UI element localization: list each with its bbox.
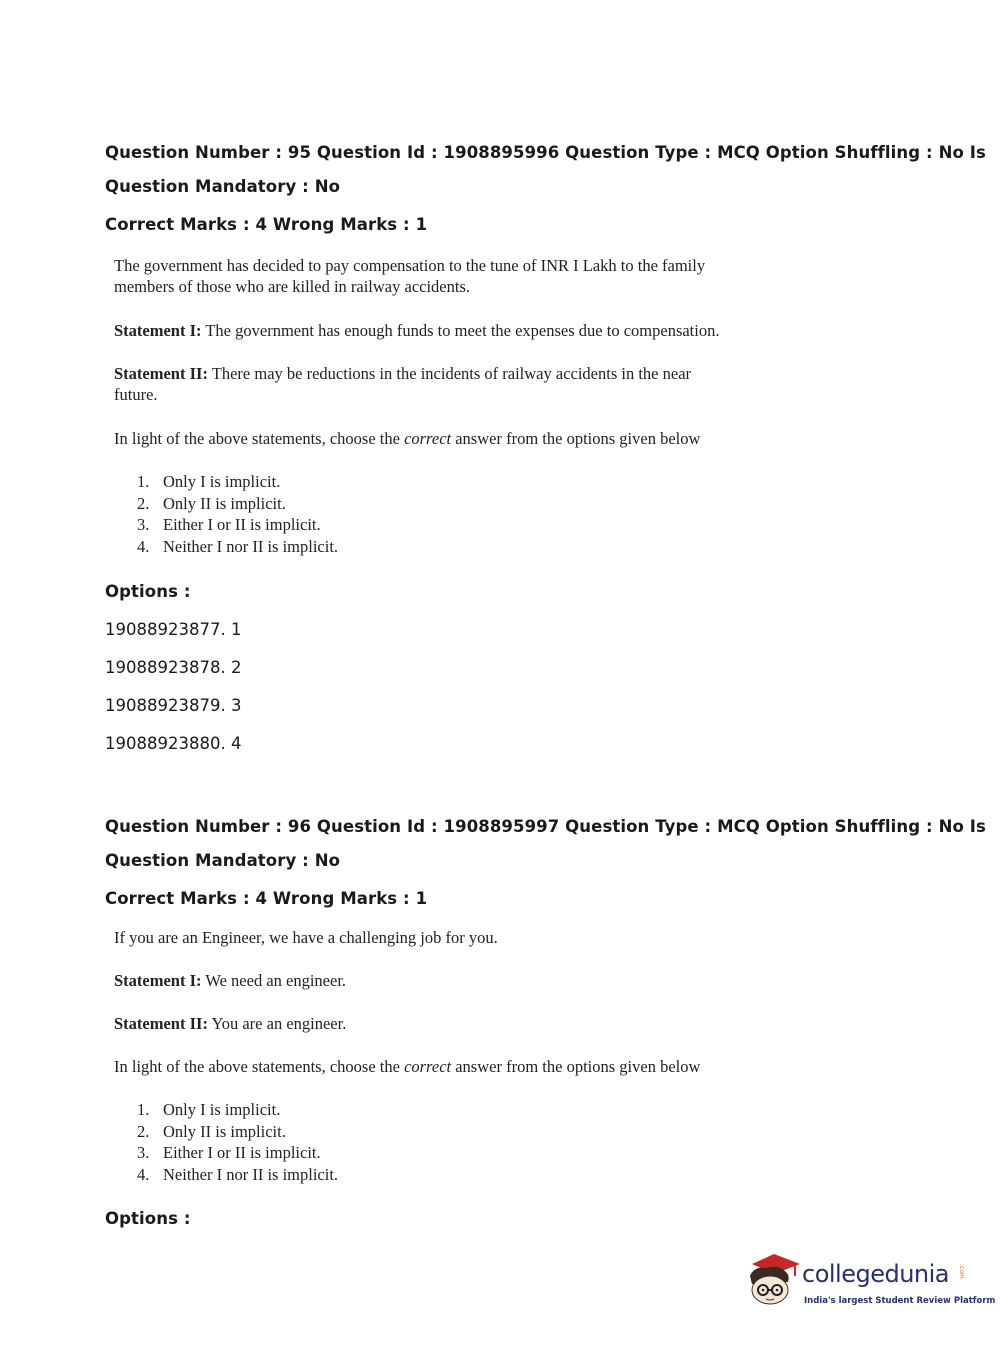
q96-instruction-post: answer from the options given below (451, 1057, 701, 1076)
q95-header-line2: Question Mandatory : No (105, 177, 341, 196)
q95-instruction-pre: In light of the above statements, choose the (114, 429, 405, 448)
collegedunia-logo (744, 1250, 996, 1320)
list-item: 2. Only II is implicit. (137, 493, 286, 513)
q95-statement-2-text-line2: future. (114, 385, 158, 404)
brand-com: .com (958, 1264, 965, 1279)
q96-statement-2 (114, 1013, 346, 1034)
q96-statement-2-text: You are an engineer. (207, 1014, 347, 1033)
list-item: 3. Either I or II is implicit. (137, 1143, 321, 1162)
q96-statement-2-label: Statement II: (114, 1014, 208, 1033)
q95-statement-2-text: There may be reductions in the incidents of railway accidents in the near (207, 364, 692, 383)
q95-choice-list (137, 471, 338, 557)
q95-option-1: 19088923877. 1 (105, 620, 242, 639)
q96-choice-list (137, 1099, 338, 1185)
q95-option-4: 19088923880. 4 (105, 734, 242, 753)
q95-passage-line1: The government has decided to pay compensation to the tune of INR I Lakh to the family (114, 256, 706, 275)
q95-options-label: Options : (105, 582, 191, 601)
q95-statement-2 (114, 363, 691, 405)
q95-instruction-emphasis: correct (404, 429, 452, 448)
list-item: 1. Only I is implicit. (137, 472, 281, 491)
q95-option-2: 19088923878. 2 (105, 658, 242, 677)
q96-statement-1-text: We need an engineer. (201, 971, 347, 990)
q95-statement-1 (114, 320, 719, 341)
q95-option-3: 19088923879. 3 (105, 696, 242, 715)
q95-marks: Correct Marks : 4 Wrong Marks : 1 (105, 215, 428, 234)
q95-passage-line2: members of those who are killed in railway accidents. (114, 277, 471, 296)
list-item: 4. Neither I nor II is implicit. (137, 536, 339, 556)
q96-statement-1 (114, 970, 346, 991)
brand-name: collegedunia (802, 1260, 950, 1288)
q95-passage (114, 255, 705, 297)
q95-statement-2-label: Statement II: (114, 364, 208, 383)
q96-marks: Correct Marks : 4 Wrong Marks : 1 (105, 889, 428, 908)
mascot-icon (744, 1250, 804, 1320)
brand-tagline: India's largest Student Review Platform (804, 1296, 996, 1306)
q95-instruction-post: answer from the options given below (451, 429, 701, 448)
q96-header-line2: Question Mandatory : No (105, 851, 341, 870)
q96-header-line1: Question Number : 96 Question Id : 1908895997 Question Type : MCQ Option Shuffling : No Is (105, 817, 986, 836)
q95-statement-1-label: Statement I: (114, 321, 202, 340)
q95-instruction (114, 428, 700, 449)
q95-header-line1: Question Number : 95 Question Id : 1908895996 Question Type : MCQ Option Shuffling : No Is (105, 143, 986, 162)
list-item: 1. Only I is implicit. (137, 1100, 281, 1119)
q95-statement-1-text: The government has enough funds to meet the expenses due to compensation. (201, 321, 720, 340)
q96-options-label: Options : (105, 1209, 191, 1228)
q96-passage: If you are an Engineer, we have a challenging job for you. (114, 928, 498, 947)
q96-statement-1-label: Statement I: (114, 971, 202, 990)
q96-instruction-emphasis: correct (404, 1057, 452, 1076)
list-item: 2. Only II is implicit. (137, 1121, 286, 1141)
q96-instruction (114, 1056, 700, 1077)
q96-instruction-pre: In light of the above statements, choose the (114, 1057, 405, 1076)
list-item: 4. Neither I nor II is implicit. (137, 1164, 339, 1184)
list-item: 3. Either I or II is implicit. (137, 515, 321, 534)
